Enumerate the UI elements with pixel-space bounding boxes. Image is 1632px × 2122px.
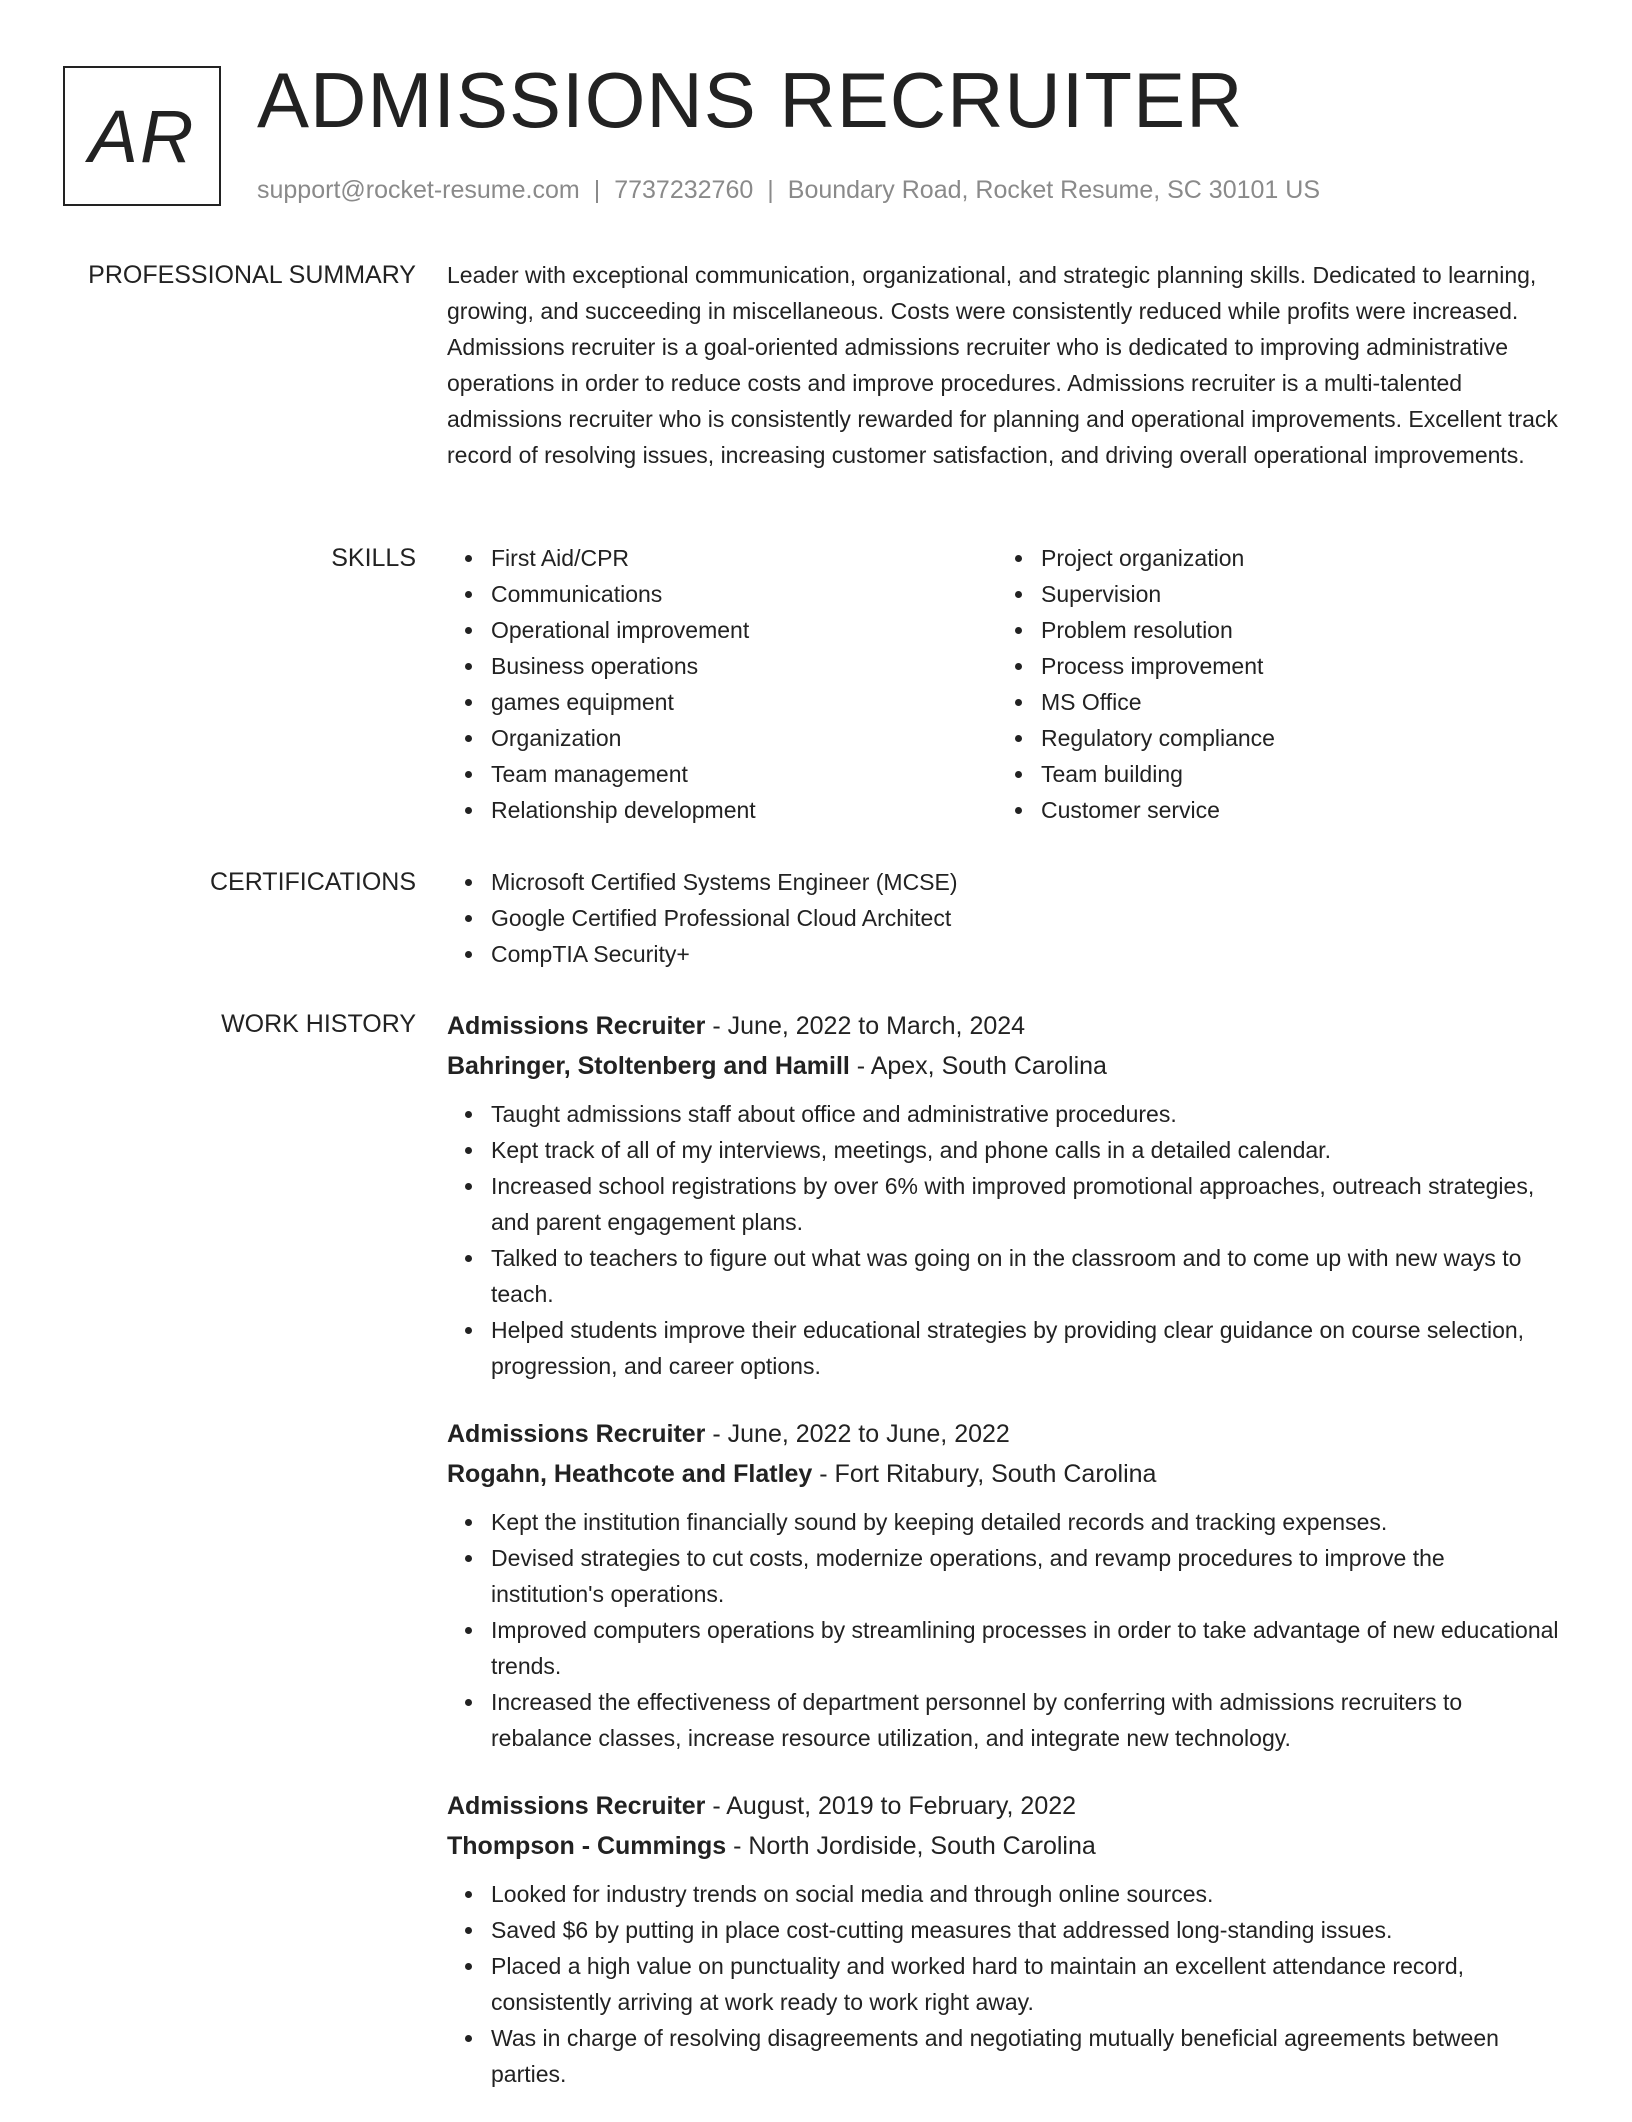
skill-item: Regulatory compliance <box>997 720 1547 756</box>
job-company: Bahringer, Stoltenberg and Hamill <box>447 1052 850 1080</box>
job-company: Rogahn, Heathcote and Flatley <box>447 1460 813 1488</box>
job-bullet: Increased the effectiveness of department personnel by conferring with admissions recruiters to rebalance classes, increase resource utilization, and integrate new technology. <box>447 1684 1562 1756</box>
job-location: - Apex, South Carolina <box>849 1052 1107 1080</box>
skill-item: MS Office <box>997 684 1547 720</box>
job-entry <box>447 1786 1562 2092</box>
job-dates: - June, 2022 to June, 2022 <box>705 1420 1010 1448</box>
skill-item: Organization <box>447 720 997 756</box>
skills-body <box>447 540 1562 828</box>
job-dates: - June, 2022 to March, 2024 <box>705 1012 1026 1040</box>
job-bullet: Improved computers operations by streamlining processes in order to take advantage of new educational trends. <box>447 1612 1562 1684</box>
job-bullet: Kept the institution financially sound by keeping detailed records and tracking expenses. <box>447 1504 1562 1540</box>
skill-item: Operational improvement <box>447 612 997 648</box>
skill-item: Project organization <box>997 540 1547 576</box>
contact-separator: | <box>593 176 601 204</box>
skill-item: Team building <box>997 756 1547 792</box>
skill-item: Business operations <box>447 648 997 684</box>
skill-item: Customer service <box>997 792 1547 828</box>
job-role-line <box>447 1786 1562 1826</box>
summary-title: PROFESSIONAL SUMMARY <box>88 261 416 289</box>
job-bullet: Increased school registrations by over 6% with improved promotional approaches, outreach strategies, and parent engagement plans. <box>447 1168 1562 1240</box>
job-company: Thompson - Cummings <box>447 1832 727 1860</box>
job-bullet: Was in charge of resolving disagreements and negotiating mutually beneficial agreements between parties. <box>447 2020 1562 2092</box>
job-bullet: Placed a high value on punctuality and worked hard to maintain an excellent attendance record, consistently arriving at work ready to work right away. <box>447 1948 1562 2020</box>
job-role-line <box>447 1006 1562 1046</box>
contact-address: Boundary Road, Rocket Resume, SC 30101 US <box>787 176 1320 204</box>
job-bullet: Saved $6 by putting in place cost-cutting measures that addressed long-standing issues. <box>447 1912 1562 1948</box>
job-bullet: Looked for industry trends on social media and through online sources. <box>447 1876 1562 1912</box>
contact-email: support@rocket-resume.com <box>257 176 580 204</box>
job-company-line <box>447 1454 1562 1494</box>
summary-body <box>447 257 1562 473</box>
skills-list-left <box>447 540 997 828</box>
job-bullet: Taught admissions staff about office and administrative procedures. <box>447 1096 1562 1132</box>
job-location: - Fort Ritabury, South Carolina <box>812 1460 1157 1488</box>
job-bullets <box>447 1096 1562 1384</box>
job-location: - North Jordiside, South Carolina <box>726 1832 1096 1860</box>
skill-item: First Aid/CPR <box>447 540 997 576</box>
job-entry <box>447 1414 1562 1756</box>
job-role-line <box>447 1414 1562 1454</box>
contact-line <box>257 174 1320 206</box>
summary-text: Leader with exceptional communication, organizational, and strategic planning skills. Dedicated to learning, growing, and succeeding in miscellaneous. Costs were consistently reduced while profits were increased. Admissions recruiter is a goal-oriented admissions recruiter who is dedicated to improving administrative operations in order to reduce costs and improve procedures. Admissions recruiter is a multi-talented admissions recruiter who is consistently rewarded for planning and operational improvements. Excellent track record of resolving issues, increasing customer satisfaction, and driving overall operational improvements. <box>447 262 1558 468</box>
contact-separator: | <box>767 176 774 204</box>
skill-item: Process improvement <box>997 648 1547 684</box>
work-history-title: WORK HISTORY <box>221 1010 416 1038</box>
work-history-body <box>447 1006 1562 2122</box>
job-entry <box>447 1006 1562 1384</box>
job-bullets <box>447 1876 1562 2092</box>
job-company-line <box>447 1046 1562 1086</box>
certification-item: Microsoft Certified Systems Engineer (MCSE) <box>447 864 1562 900</box>
skill-item: Communications <box>447 576 997 612</box>
job-bullet: Kept track of all of my interviews, meetings, and phone calls in a detailed calendar. <box>447 1132 1562 1168</box>
job-role: Admissions Recruiter <box>447 1420 706 1448</box>
job-bullets <box>447 1504 1562 1756</box>
monogram-box <box>63 66 221 206</box>
certifications-list <box>447 864 1562 972</box>
skills-title: SKILLS <box>331 544 416 572</box>
job-bullet: Helped students improve their educational strategies by providing clear guidance on course selection, progression, and career options. <box>447 1312 1562 1384</box>
job-role: Admissions Recruiter <box>447 1792 706 1820</box>
skill-item: games equipment <box>447 684 997 720</box>
job-company-line <box>447 1826 1562 1866</box>
monogram-initials: AR <box>88 94 196 178</box>
skill-item: Relationship development <box>447 792 997 828</box>
job-bullet: Devised strategies to cut costs, modernize operations, and revamp procedures to improve the institution's operations. <box>447 1540 1562 1612</box>
skill-item: Supervision <box>997 576 1547 612</box>
skills-list-right <box>997 540 1547 828</box>
certifications-body <box>447 864 1562 972</box>
certification-item: Google Certified Professional Cloud Architect <box>447 900 1562 936</box>
job-bullet: Talked to teachers to figure out what was going on in the classroom and to come up with new ways to teach. <box>447 1240 1562 1312</box>
contact-phone: 7737232760 <box>614 176 754 204</box>
certifications-title: CERTIFICATIONS <box>209 868 416 896</box>
candidate-name: ADMISSIONS RECRUITER <box>257 56 1244 144</box>
job-role: Admissions Recruiter <box>447 1012 706 1040</box>
certification-item: CompTIA Security+ <box>447 936 1562 972</box>
skill-item: Team management <box>447 756 997 792</box>
skill-item: Problem resolution <box>997 612 1547 648</box>
job-dates: - August, 2019 to February, 2022 <box>705 1792 1077 1820</box>
